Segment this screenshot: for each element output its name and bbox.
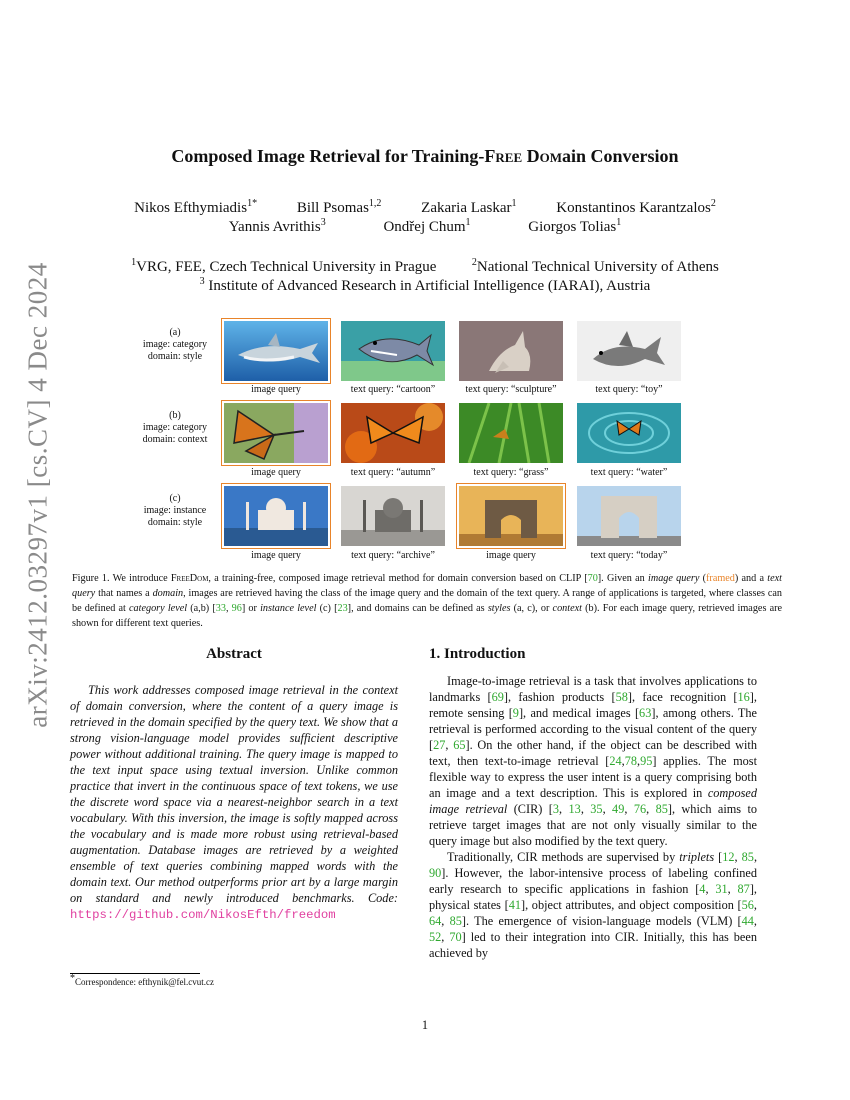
- abstract-heading: Abstract: [206, 646, 262, 662]
- author: Konstantinos Karantzalos$^2$: [556, 198, 716, 216]
- citation-link[interactable]: 3: [552, 802, 560, 816]
- citation-link[interactable]: 44: [741, 914, 754, 928]
- citation-link[interactable]: 33: [215, 603, 226, 614]
- citation-link[interactable]: 35: [590, 802, 603, 816]
- row-label-a: (a) image: category domain: style: [142, 327, 208, 362]
- abstract-text: This work addresses composed image retrieval in the context of domain conversion, where the content of a query image is retrieved in the domain specified by the query text. We show that a strong vision-language model provides sufficient descriptive power without additional training. The query image is mapped to the text input space using textual inversion. Unlike common practice that invert in the continuous space of text tokens, we use the discrete word space via a nearest-neighbor search in a text vocabulary. With this inversion, the image is softly mapped across the vocabulary and is made more robust using retrieval-based augmentation. Database images are retrieved by a weighted ensemble of text queries combining mapped words with the domain text. Our method outperforms prior art by a large margin on standard and newly introduced benchmarks. Code: https://github.com/NikosEfth/freedom: [70, 683, 398, 922]
- authors-line-1: [0, 200, 850, 217]
- image-caption: image query: [486, 550, 536, 561]
- taj-mahal-archive-image: [341, 486, 445, 546]
- citation-link[interactable]: 16: [737, 690, 750, 704]
- image-caption: text query: “cartoon”: [350, 384, 436, 395]
- citation-link[interactable]: 41: [508, 898, 521, 912]
- citation-link[interactable]: 65: [453, 738, 466, 752]
- citation-link[interactable]: 13: [568, 802, 581, 816]
- intro-paragraph-2: Traditionally, CIR methods are supervised by triplets [12, 85, 90]. However, the labor-intensive process of labeling confined early research to specific applications in fashion [4, 31, 87], physical states [41], object attributes, and object composition [56, 64, 85]. The emergence of vision-language models (VLM) [44, 52, 70] led to their integration into CIR. Initially, this has been achieved by: [429, 850, 758, 960]
- introduction-heading: 1. Introduction: [429, 646, 526, 662]
- citation-link[interactable]: 12: [722, 850, 735, 864]
- introduction-text: [429, 673, 757, 961]
- authors-line-2: [0, 219, 850, 236]
- author: Yannis Avrithis$^3$: [228, 217, 326, 235]
- arc-painting-image: [459, 486, 563, 546]
- arc-today-image: [577, 486, 681, 546]
- cartoon-shark-image: [341, 321, 445, 381]
- image-caption: image query: [251, 550, 301, 561]
- citation-link[interactable]: 58: [615, 690, 628, 704]
- affiliations-line-2: [0, 278, 850, 295]
- shark-sculpture-image: [459, 321, 563, 381]
- code-link[interactable]: https://github.com/NikosEfth/freedom: [70, 908, 336, 922]
- footnote: *Correspondence: efthynik@fel.cvut.cz: [70, 973, 214, 987]
- image-caption: text query: “water”: [590, 467, 668, 478]
- citation-link[interactable]: 76: [633, 802, 647, 816]
- image-caption: text query: “toy”: [595, 384, 663, 395]
- citation-link[interactable]: 85: [655, 802, 668, 816]
- author: Ondřej Chum$^1$: [383, 217, 471, 235]
- author: Giorgos Tolias$^1$: [528, 217, 622, 235]
- citation-link[interactable]: 9: [512, 706, 519, 720]
- citation-link[interactable]: 70: [587, 573, 598, 584]
- citation-link[interactable]: 49: [612, 802, 625, 816]
- author: Nikos Efthymiadis$^{1*}$: [134, 198, 258, 216]
- citation-link[interactable]: 95: [640, 754, 653, 768]
- figure-caption: Figure 1. We introduce FreeDom, a training-free, composed image retrieval method for domain conversion based on CLIP [70]. Given an image query (framed) and a text query that names a domain, images are retrieved having the class of the image query and the domain of the text query. A range of applications is targeted, where classes can be defined at category level (a,b) [33, 96] or instance level (c) [23], and domains can be defined as styles (a, c), or context (b). For each image query, retrieved images are shown for different text queries.: [72, 573, 783, 629]
- image-caption: image query: [251, 384, 301, 395]
- intro-paragraph-1: Image-to-image retrieval is a task that involves applications to landmarks [69], fashion products [58], face recognition [16], remote sensing [9], and medical images [63], among others. The retrieval is performed according to the visual content of the query [27, 65]. On the other hand, if the object can be described with text, then text-to-image retrieval [24,78,95] applies. The most flexible way to express the user intent is a query comprising both an image and a text description. This is explored in composed image retrieval (CIR) [3, 13, 35, 49, 76, 85], which aims to retrieve target images that are not only visually similar to the query image but also modified by the text query.: [429, 674, 758, 848]
- water-butterfly-image: [577, 403, 681, 463]
- citation-link[interactable]: 96: [231, 603, 242, 614]
- citation-link[interactable]: 70: [449, 930, 462, 944]
- image-caption: text query: “archive”: [351, 550, 435, 561]
- citation-link[interactable]: 85: [449, 914, 462, 928]
- footnote-rule: [70, 973, 200, 974]
- author: Zakaria Laskar$^1$: [421, 198, 517, 216]
- butterfly-photo-image: [224, 403, 328, 463]
- row-label-c: (c) image: instance domain: style: [143, 493, 207, 528]
- affiliations-line-1: [0, 259, 850, 276]
- image-caption: text query: “today”: [590, 550, 668, 561]
- image-caption: text query: “autumn”: [350, 467, 436, 478]
- image-caption: text query: “grass”: [473, 467, 549, 478]
- affiliation-2: $^2$National Technical University of Athens: [471, 257, 719, 275]
- arxiv-sidebar: [18, 262, 58, 728]
- citation-link[interactable]: 87: [737, 882, 750, 896]
- taj-mahal-photo-image: [224, 486, 328, 546]
- shark-photo-image: [224, 321, 328, 381]
- citation-link[interactable]: 24: [609, 754, 622, 768]
- citation-link[interactable]: 63: [639, 706, 652, 720]
- citation-link[interactable]: 27: [433, 738, 446, 752]
- image-caption: text query: “sculpture”: [465, 384, 557, 395]
- toy-shark-image: [577, 321, 681, 381]
- arxiv-id: arXiv:2412.03297v1 [cs.CV] 4 Dec 2024: [22, 262, 53, 728]
- citation-link[interactable]: 31: [715, 882, 728, 896]
- author: Bill Psomas$^{1,2}$: [296, 198, 382, 216]
- citation-link[interactable]: 23: [337, 603, 348, 614]
- affiliation-3: $^3$ Institute of Advanced Research in Artificial Intelligence (IARAI), Austria: [199, 276, 651, 294]
- affiliation-1: $^1$VRG, FEE, Czech Technical University in Prague: [131, 257, 437, 275]
- citation-link[interactable]: 85: [741, 850, 754, 864]
- autumn-butterfly-image: [341, 403, 445, 463]
- citation-link[interactable]: 78: [624, 754, 638, 768]
- row-label-b: (b) image: category domain: context: [142, 410, 208, 445]
- citation-link[interactable]: 90: [429, 866, 442, 880]
- citation-link[interactable]: 4: [699, 882, 706, 896]
- citation-link[interactable]: 52: [429, 930, 442, 944]
- page-number: 1: [421, 1018, 429, 1032]
- citation-link[interactable]: 56: [741, 898, 754, 912]
- citation-link[interactable]: 64: [429, 914, 442, 928]
- image-caption: image query: [251, 467, 301, 478]
- citation-link[interactable]: 69: [491, 690, 504, 704]
- paper-title: Composed Image Retrieval for Training-Free Domain Conversion: [171, 146, 679, 166]
- grass-butterfly-image: [459, 403, 563, 463]
